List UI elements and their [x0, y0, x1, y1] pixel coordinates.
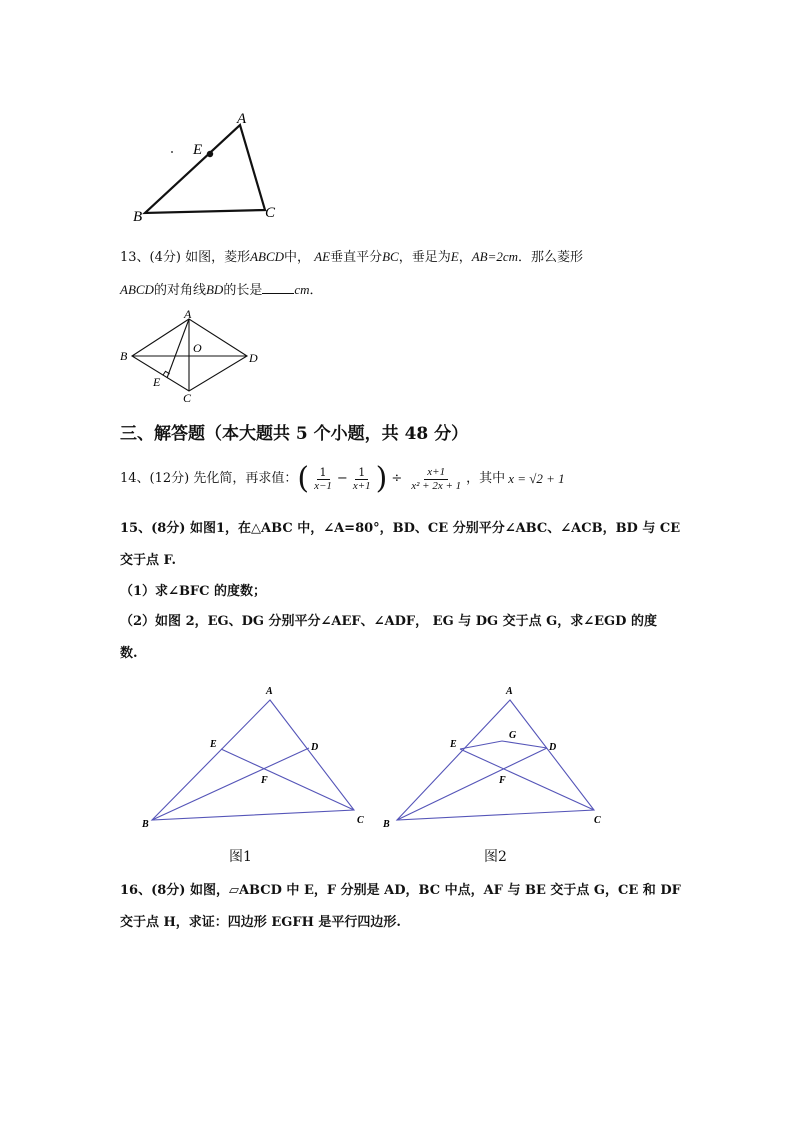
label-a: A — [237, 111, 247, 127]
label-b: B — [142, 819, 149, 830]
q13-text: 中， — [284, 250, 311, 265]
figure-2 — [375, 680, 615, 830]
q16-line2: 交于点 H，求证：四边形 EGFH 是平行四边形. — [120, 915, 401, 930]
q13-ab-eq: AB=2cm — [471, 249, 519, 264]
q15-part2-line2: 数. — [120, 646, 138, 661]
fraction-denominator: x−1 — [314, 479, 332, 492]
division-sign: ÷ — [391, 471, 403, 486]
fraction-numerator: x+1 — [424, 466, 448, 480]
label-o: O — [193, 341, 202, 355]
q15-part1: （1）求∠BFC 的度数； — [120, 584, 267, 599]
label-a: A — [184, 308, 192, 321]
label-e: E — [193, 142, 203, 158]
label-d: D — [549, 742, 557, 753]
q13-text: ．那么菱形 — [518, 250, 584, 265]
q14-suffix: ，其中 — [466, 471, 506, 486]
q14-line — [120, 459, 565, 499]
label-d: D — [249, 351, 258, 365]
fraction-3 — [408, 466, 464, 493]
q13-e: E — [450, 249, 459, 264]
q13-abcd: ABCD — [120, 282, 154, 297]
section-heading: 三、解答题（本大题共 5 个小题，共 48 分） — [120, 424, 469, 444]
label-c: C — [183, 391, 192, 405]
figure-q13-rhombus — [115, 308, 275, 408]
label-e: E — [153, 375, 161, 389]
q13-ae: AE — [314, 249, 331, 264]
q13-line2 — [120, 281, 323, 300]
label-b: B — [120, 349, 128, 363]
q13-bc: BC — [382, 249, 399, 264]
q16-line1: 16、(8分) 如图，▱ABCD 中 E，F 分别是 AD，BC 中点，AF 与 BE 交于点 G，CE 和 DF — [120, 883, 681, 898]
q13-text: 13、(4分) 如图，菱形 — [120, 250, 251, 265]
label-a: A — [506, 686, 513, 697]
right-paren: ) — [375, 461, 388, 496]
q15-part2-line1: （2）如图 2，EG、DG 分别平分∠AEF、∠ADF， EG 与 DG 交于点 G，求∠EGD 的度 — [120, 614, 657, 629]
left-paren: ( — [297, 461, 310, 496]
fraction-numerator: 1 — [317, 466, 330, 480]
label-e: E — [210, 739, 217, 750]
q13-unit: cm — [294, 282, 310, 297]
label-b: B — [383, 819, 390, 830]
q15-line2: 交于点 F. — [120, 553, 176, 568]
figure-1-caption: 图1 — [229, 849, 252, 865]
q13-abcd: ABCD — [250, 249, 285, 264]
fraction-denominator: x+1 — [352, 479, 371, 492]
fraction-1 — [311, 466, 335, 493]
q13-text: 垂直平分 — [330, 250, 383, 265]
label-d: D — [311, 742, 319, 753]
label-g: G — [509, 730, 517, 741]
q13-bd: BD — [205, 282, 224, 297]
fraction-2 — [350, 466, 374, 493]
q13-text: 的长是 — [223, 283, 263, 298]
q14-prefix: 14、(12分) 先化简，再求值： — [120, 471, 298, 486]
figure-2-caption: 图2 — [484, 849, 507, 865]
minus-sign: − — [336, 471, 348, 486]
q13-line1 — [120, 248, 583, 267]
q13-text: 的对角线 — [153, 283, 206, 298]
label-b: B — [133, 209, 143, 225]
label-e: E — [450, 739, 457, 750]
q13-text: ． — [309, 283, 323, 298]
label-f: F — [261, 775, 268, 786]
q14-value: x = √2 + 1 — [508, 471, 565, 486]
label-a: A — [266, 686, 273, 697]
q13-text: ， — [458, 250, 472, 265]
label-f: F — [499, 775, 506, 786]
q15-line1: 15、(8分) 如图1，在△ABC 中，∠A=80°，BD、CE 分别平分∠ABC、∠ACB，BD 与 CE — [120, 521, 681, 536]
answer-blank[interactable] — [262, 281, 294, 294]
label-c: C — [594, 815, 601, 826]
fraction-denominator: x² + 2x + 1 — [411, 479, 462, 492]
figure-1 — [135, 680, 375, 830]
label-c: C — [357, 815, 364, 826]
q13-text: ，垂足为 — [398, 250, 451, 265]
label-c: C — [265, 205, 276, 221]
figure-q12-triangle — [120, 105, 300, 230]
fraction-numerator: 1 — [355, 466, 368, 480]
